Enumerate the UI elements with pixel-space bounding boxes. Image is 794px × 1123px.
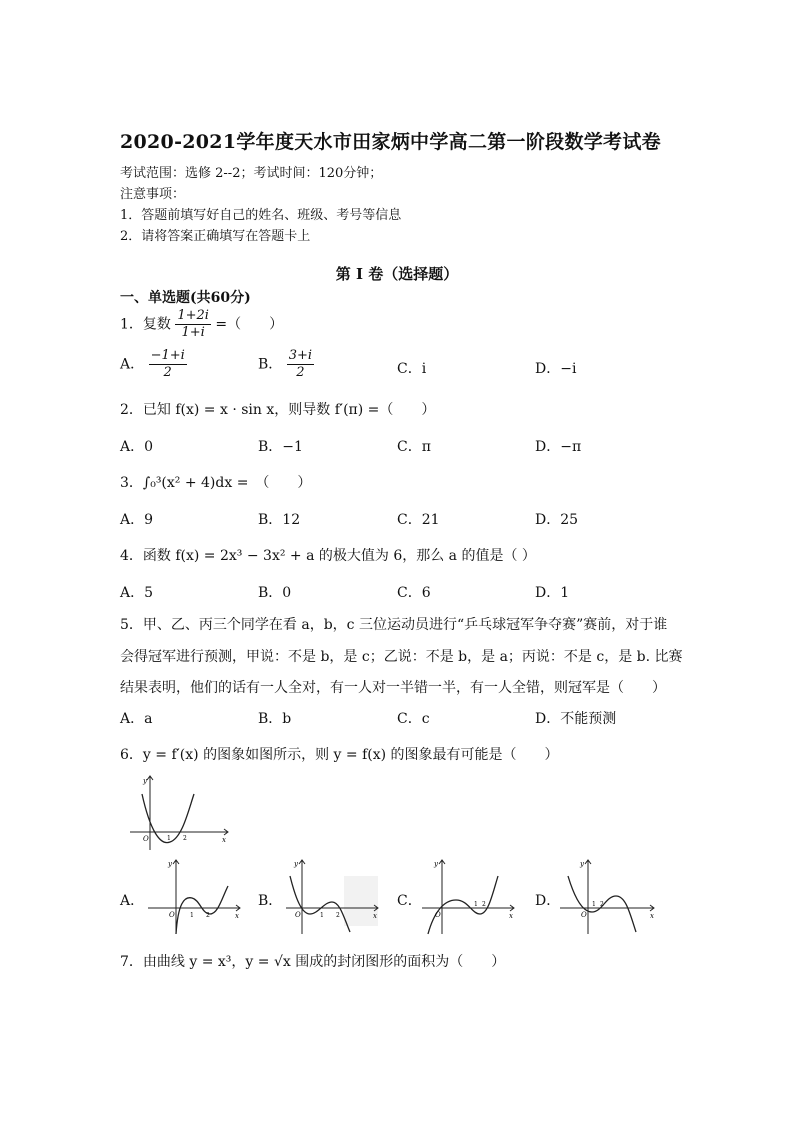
exam-scope: 考试范围：选修 2--2；考试时间：120分钟； xyxy=(120,166,383,181)
a-tick-1: 1 xyxy=(190,912,194,919)
q3-option-b: B．12 xyxy=(258,512,301,528)
d-tick-2: 2 xyxy=(600,901,604,908)
part-title: 一、单选题(共60分) xyxy=(120,290,251,306)
d-tick-1: 1 xyxy=(592,901,596,908)
c-origin-label: O xyxy=(435,911,441,919)
q4-option-a: A．5 xyxy=(120,585,154,601)
question-2: 2．已知 f(x) = x · sin x，则导数 f′(π) =（ ） xyxy=(120,402,436,418)
q1-option-b-label: B． xyxy=(258,356,283,373)
b-tick-1: 1 xyxy=(320,912,324,919)
q6-option-d-graph xyxy=(558,856,658,936)
q1-prefix: 1．复数 xyxy=(120,316,171,333)
d-origin-label: O xyxy=(581,911,587,919)
q1-option-b-fraction xyxy=(287,348,314,381)
c-x-label: x xyxy=(509,912,513,920)
graph-origin-label: O xyxy=(143,835,149,843)
question-1 xyxy=(120,308,283,341)
q5-option-c: C．c xyxy=(397,711,430,727)
q2-option-c: C．π xyxy=(397,439,431,455)
a-x-label: x xyxy=(235,912,239,920)
b-tick-2: 2 xyxy=(336,912,340,919)
c-y-label: y xyxy=(434,860,438,868)
q2-option-d: D．−π xyxy=(535,439,582,455)
d-y-label: y xyxy=(580,860,584,868)
question-4: 4．函数 f(x) = 2x³ − 3x² + a 的极大值为 6，那么 a 的值是（ ） xyxy=(120,548,536,564)
q6-option-b-graph xyxy=(284,856,380,936)
q1-option-a xyxy=(120,348,187,381)
q6-option-c-graph xyxy=(420,856,516,936)
graph-tick-2: 2 xyxy=(183,835,187,842)
q1-frac-denominator: 1+i xyxy=(181,325,205,340)
d-x-label: x xyxy=(650,912,654,920)
q6-option-b: B． xyxy=(258,893,283,909)
question-6: 6．y = f′(x) 的图象如图所示，则 y = f(x) 的图象最有可能是（ ） xyxy=(120,747,559,763)
q1-option-a-label: A． xyxy=(120,356,145,373)
q4-option-d: D．1 xyxy=(535,585,570,601)
q4-option-c: C．6 xyxy=(397,585,431,601)
derivative-graph xyxy=(128,772,232,852)
b-origin-label: O xyxy=(295,911,301,919)
section-title: 第 I 卷（选择题） xyxy=(335,265,459,283)
a-y-label: y xyxy=(168,860,172,868)
b-x-label: x xyxy=(373,912,377,920)
a-origin-label: O xyxy=(169,911,175,919)
c-tick-1: 1 xyxy=(474,901,478,908)
b-y-label: y xyxy=(294,860,298,868)
q2-option-b: B．−1 xyxy=(258,439,303,455)
q5-option-a: A．a xyxy=(120,711,153,727)
graph-tick-1: 1 xyxy=(167,835,171,842)
q5-option-d: D．不能预测 xyxy=(535,711,617,727)
notice-item-1: 1．答题前填写好自己的姓名、班级、考号等信息 xyxy=(120,208,402,223)
q6-option-d: D． xyxy=(535,893,561,909)
q3-option-d: D．25 xyxy=(535,512,579,528)
q1-suffix: =（ ） xyxy=(215,316,284,333)
c-tick-2: 2 xyxy=(482,901,486,908)
q1-option-b-denominator: 2 xyxy=(296,365,305,380)
notice-heading: 注意事项： xyxy=(120,187,186,202)
q1-frac-numerator: 1+2i xyxy=(177,308,209,323)
q1-option-b-numerator: 3+i xyxy=(288,348,313,363)
graph-x-label: x xyxy=(222,836,226,844)
q1-option-a-numerator: −1+i xyxy=(150,348,185,363)
q1-option-a-fraction xyxy=(149,348,187,381)
q1-fraction xyxy=(175,308,211,341)
q3-option-c: C．21 xyxy=(397,512,440,528)
q1-option-c: C．i xyxy=(397,361,427,377)
q1-option-a-denominator: 2 xyxy=(163,365,172,380)
question-5-line-3: 结果表明，他们的话有一人全对，有一人对一半错一半，有一人全错，则冠军是（ ） xyxy=(120,680,666,696)
graph-y-label: y xyxy=(143,777,147,785)
q1-option-b xyxy=(258,348,314,381)
q6-option-a: A． xyxy=(120,893,145,909)
question-3: 3．∫₀³(x² + 4)dx = （ ） xyxy=(120,475,312,491)
question-5-line-2: 会得冠军进行预测，甲说：不是 b，是 c；乙说：不是 b，是 a；丙说：不是 c，是 b. 比赛 xyxy=(120,649,683,665)
question-5-line-1: 5．甲、乙、丙三个同学在看 a，b，c 三位运动员进行“乒乓球冠军争夺赛”赛前，对于谁 xyxy=(120,617,668,633)
notice-item-2: 2．请将答案正确填写在答题卡上 xyxy=(120,229,311,244)
q4-option-b: B．0 xyxy=(258,585,292,601)
question-7: 7．由曲线 y = x³，y = √x 围成的封闭图形的面积为（ ） xyxy=(120,954,506,970)
q1-option-d: D．−i xyxy=(535,361,577,377)
q6-option-a-graph xyxy=(146,856,242,936)
exam-title: 2020-2021学年度天水市田家炳中学高二第一阶段数学考试卷 xyxy=(120,131,661,153)
a-tick-2: 2 xyxy=(206,912,210,919)
q6-option-c: C． xyxy=(397,893,422,909)
q5-option-b: B．b xyxy=(258,711,292,727)
q3-option-a: A．9 xyxy=(120,512,154,528)
q2-option-a: A．0 xyxy=(120,439,154,455)
